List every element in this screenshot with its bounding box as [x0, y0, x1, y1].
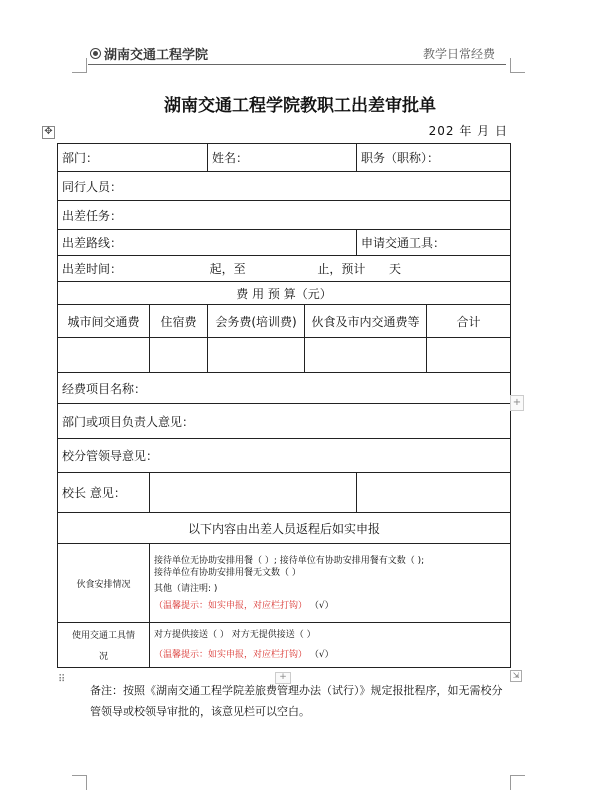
- school-logo: [90, 44, 208, 63]
- route-field[interactable]: 出差路线：: [58, 230, 357, 256]
- transport-request-field[interactable]: 申请交通工具：: [357, 230, 511, 256]
- meal-option-line: 接待单位有协助安排用餐无文数（ ）: [154, 567, 301, 578]
- budget-col-intercity: 城市间交通费: [58, 305, 150, 338]
- budget-meals-value[interactable]: [305, 338, 427, 373]
- president-opinion-extra[interactable]: [357, 473, 511, 513]
- school-name: 湖南交通工程学院: [104, 48, 209, 63]
- table-row: [58, 230, 511, 256]
- budget-conference-value[interactable]: [208, 338, 305, 373]
- table-row: [58, 544, 511, 623]
- table-row: [58, 144, 511, 172]
- leader-opinion-field[interactable]: 校分管领导意见：: [58, 439, 511, 473]
- page-corner-mark: [510, 58, 525, 73]
- header-divider: [88, 64, 506, 65]
- table-row: [58, 256, 511, 282]
- page-corner-mark: [72, 58, 87, 73]
- return-section-header: 以下内容由出差人员返程后如实申报: [58, 513, 511, 544]
- meal-option-other: 其他（请注明: ): [154, 583, 218, 594]
- meal-options[interactable]: [150, 544, 511, 623]
- transport-usage-label-line: 况: [98, 652, 108, 662]
- budget-intercity-value[interactable]: [58, 338, 150, 373]
- paragraph-drag-handle-icon[interactable]: ⠿: [58, 674, 65, 685]
- add-row-plus-icon[interactable]: +: [275, 672, 291, 684]
- name-field[interactable]: 姓名：: [208, 144, 357, 172]
- table-row: [58, 338, 511, 373]
- table-row: [58, 513, 511, 544]
- budget-header: 费 用 预 算（元）: [58, 282, 511, 305]
- table-row: [58, 623, 511, 668]
- meal-label: 伙食安排情况: [58, 544, 150, 623]
- table-row: [58, 439, 511, 473]
- transport-option-line: 对方提供接送（ ） 对方无提供接送（ ）: [154, 630, 316, 640]
- transport-usage-label: [58, 623, 150, 668]
- transport-tick: （√）: [309, 650, 334, 660]
- budget-col-conference: 会务费(培训费): [208, 305, 305, 338]
- budget-col-lodging: 住宿费: [150, 305, 208, 338]
- page-corner-mark: [72, 775, 87, 790]
- header-category: 教学日常经费: [422, 47, 495, 61]
- table-row: [58, 201, 511, 230]
- budget-lodging-value[interactable]: [150, 338, 208, 373]
- meal-tip: （温馨提示：如实申报，对应栏打钩）: [154, 600, 308, 611]
- budget-total-value[interactable]: [427, 338, 511, 373]
- footnote: 备注：按照《湖南交通工程学院差旅费管理办法（试行）》规定报批程序，如无需校分管领导或校领导审批的，该意见栏可以空白。: [90, 684, 503, 718]
- page-corner-mark: [510, 775, 525, 790]
- meal-option-line: 接待单位无协助安排用餐（ ）; 接待单位有协助安排用餐有文数（ );: [154, 555, 425, 566]
- table-row: [58, 373, 511, 404]
- travel-time-field[interactable]: [58, 256, 511, 282]
- dept-field[interactable]: 部门：: [58, 144, 208, 172]
- task-field[interactable]: 出差任务：: [58, 201, 511, 230]
- date-line: 202 年 月 日: [428, 124, 508, 138]
- fund-item-field[interactable]: 经费项目名称：: [58, 373, 511, 404]
- budget-col-total: 合计: [427, 305, 511, 338]
- budget-col-meals: 伙食及市内交通费等: [305, 305, 427, 338]
- table-row: [58, 404, 511, 439]
- travel-days: 天: [389, 262, 402, 276]
- add-column-plus-icon[interactable]: +: [510, 395, 524, 411]
- table-row: [58, 282, 511, 305]
- travel-time-to: 止，预计: [317, 262, 366, 276]
- transport-usage-label-line: 使用交通工具情: [71, 631, 135, 641]
- dept-opinion-field[interactable]: 部门或项目负责人意见：: [58, 404, 511, 439]
- school-emblem-icon: [90, 48, 101, 59]
- travel-time-from: 起，至: [209, 262, 246, 276]
- transport-tip: （温馨提示：如实申报，对应栏打钩）: [154, 650, 308, 660]
- president-opinion-value[interactable]: [150, 473, 357, 513]
- page-title: 湖南交通工程学院教职工出差审批单: [164, 96, 436, 116]
- travel-time-label: 出差时间：: [62, 262, 123, 276]
- position-field[interactable]: 职务（职称）：: [357, 144, 511, 172]
- president-opinion-label: 校长 意见：: [58, 473, 150, 513]
- companions-field[interactable]: 同行人员：: [58, 172, 511, 201]
- transport-usage-options[interactable]: [150, 623, 511, 668]
- table-row: [58, 172, 511, 201]
- meal-tick: （√）: [309, 600, 334, 611]
- table-row: [58, 305, 511, 338]
- table-resize-icon[interactable]: ⇲: [510, 670, 522, 682]
- approval-form-table: [57, 143, 511, 668]
- table-move-handle-icon[interactable]: ✥: [42, 126, 55, 139]
- table-row: [58, 473, 511, 513]
